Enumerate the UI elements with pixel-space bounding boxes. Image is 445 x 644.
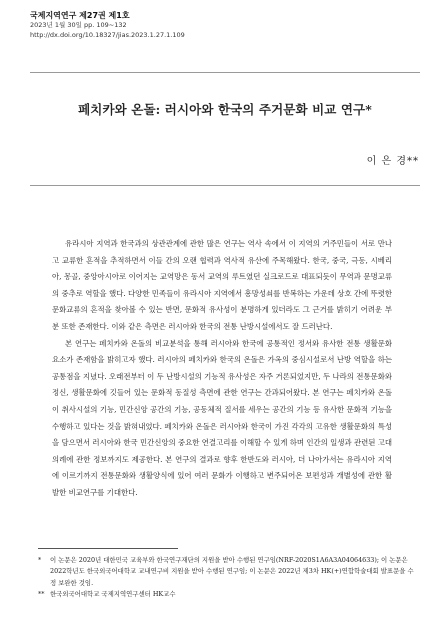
doi-link[interactable]: http://dx.doi.org/10.18327/jias.2023.1.27.1.109: [30, 30, 185, 39]
issue-date-pages: 2023년 1월 30일 pp. 109~132: [30, 21, 127, 29]
footnote-mark: *: [38, 556, 42, 564]
footnotes: [38, 555, 416, 601]
footnote-mark: **: [38, 590, 45, 599]
abstract-paragraph-1: 유라시아 지역과 한국과의 상관관계에 관한 많은 연구는 역사 속에서 이 지역의 거주민들이 서로 만나고 교류한 흔적을 추적하면서 이들 간의 오랜 협력과 역사적 유산에 주목해왔다. 한국, 중국, 극동, 시베리아, 몽골, 중앙아시아로 이어지는 교역망은 동서 교역의 루트였던 실크로드로 대표되듯이 무역과 문명교류의 중추로 역할을 했다. 다양한 민족들이 유라시아 지역에서 흥망성쇠를 반복하는 가운데 상호 간에 뚜렷한 문화교류의 흔적을 찾아볼 수 있는 반면, 문화적 유사성이 분명하게 있더라도 그 근거를 밝히기 어려운 부분 또한 존재한다. 이와 같은 측면은 러시아와 한국의 전통 난방시설에서도 잘 드러난다.: [52, 239, 392, 331]
journal-name: 국제지역연구 제27권 제1호: [30, 11, 130, 20]
author-name: 이 은 경**: [366, 156, 419, 167]
footnote-rule: [38, 548, 178, 549]
top-rule: [30, 72, 420, 73]
footnote-1: [38, 555, 416, 589]
footnote-2: [38, 589, 416, 600]
journal-header: [30, 10, 420, 40]
paper-title: 페치카와 온돌: 러시아와 한국의 주거문화 비교 연구*: [78, 102, 372, 117]
author-rule: [30, 185, 420, 186]
footnote-text: 한국외국어대학교 국제지역연구센터 HK교수: [50, 590, 176, 599]
abstract-paragraph-2: 본 연구는 페치카와 온돌의 비교분석을 통해 러시아와 한국에 공통적인 정서와 유사한 전통 생활문화 요소가 존재함을 밝히고자 했다. 러시아의 페치카와 한국의 온돌은 가옥의 중심시설로서 난방 역할을 하는 공통점을 지녔다. 오래전부터 이 두 난방시설의 기능적 유사성은 자주 거론되었지만, 두 나라의 전통문화와 정신, 생활문화에 깃들어 있는 문화적 동질성 측면에 관한 연구는 간과되어왔다. 본 연구는 페치카와 온돌이 취사시설의 기능, 민간신앙 공간의 기능, 공동체적 질서를 세우는 공간의 기능 등 유사한 문화적 기능을 수행하고 있다는 것을 밝혀내었다. 페치카와 온돌은 러시아와 한국이 가진 각각의 고유한 생활문화의 특성을 담으면서 러시아와 한국 민간신앙의 중요한 연결고리를 이해할 수 있게 하며 인간의 일생과 관련된 고대 의례에 관한 정보까지도 제공한다. 본 연구의 결과로 향후 한반도와 러시아, 더 나아가서는 유라시아 지역에 이르기까지 전통문화와 생활양식에 있어 여러 문화가 이행하고 변주되어온 보편성과 개별성에 관한 활발한 비교연구를 기대한다.: [52, 338, 392, 497]
footnote-text: 이 논문은 2020년 대한민국 교육부와 한국연구재단의 지원을 받아 수행된 연구임(NRF-2020S1A6A3A04064633); 이 논문은 2022학년도 한국외국어대학교 교내연구비 지원을 받아 수행된 연구임; 이 논문은 2022년 제3차 HK(+)연합학술대회 발표문을 수정 보완한 것임.: [50, 556, 414, 587]
abstract: [52, 236, 392, 502]
